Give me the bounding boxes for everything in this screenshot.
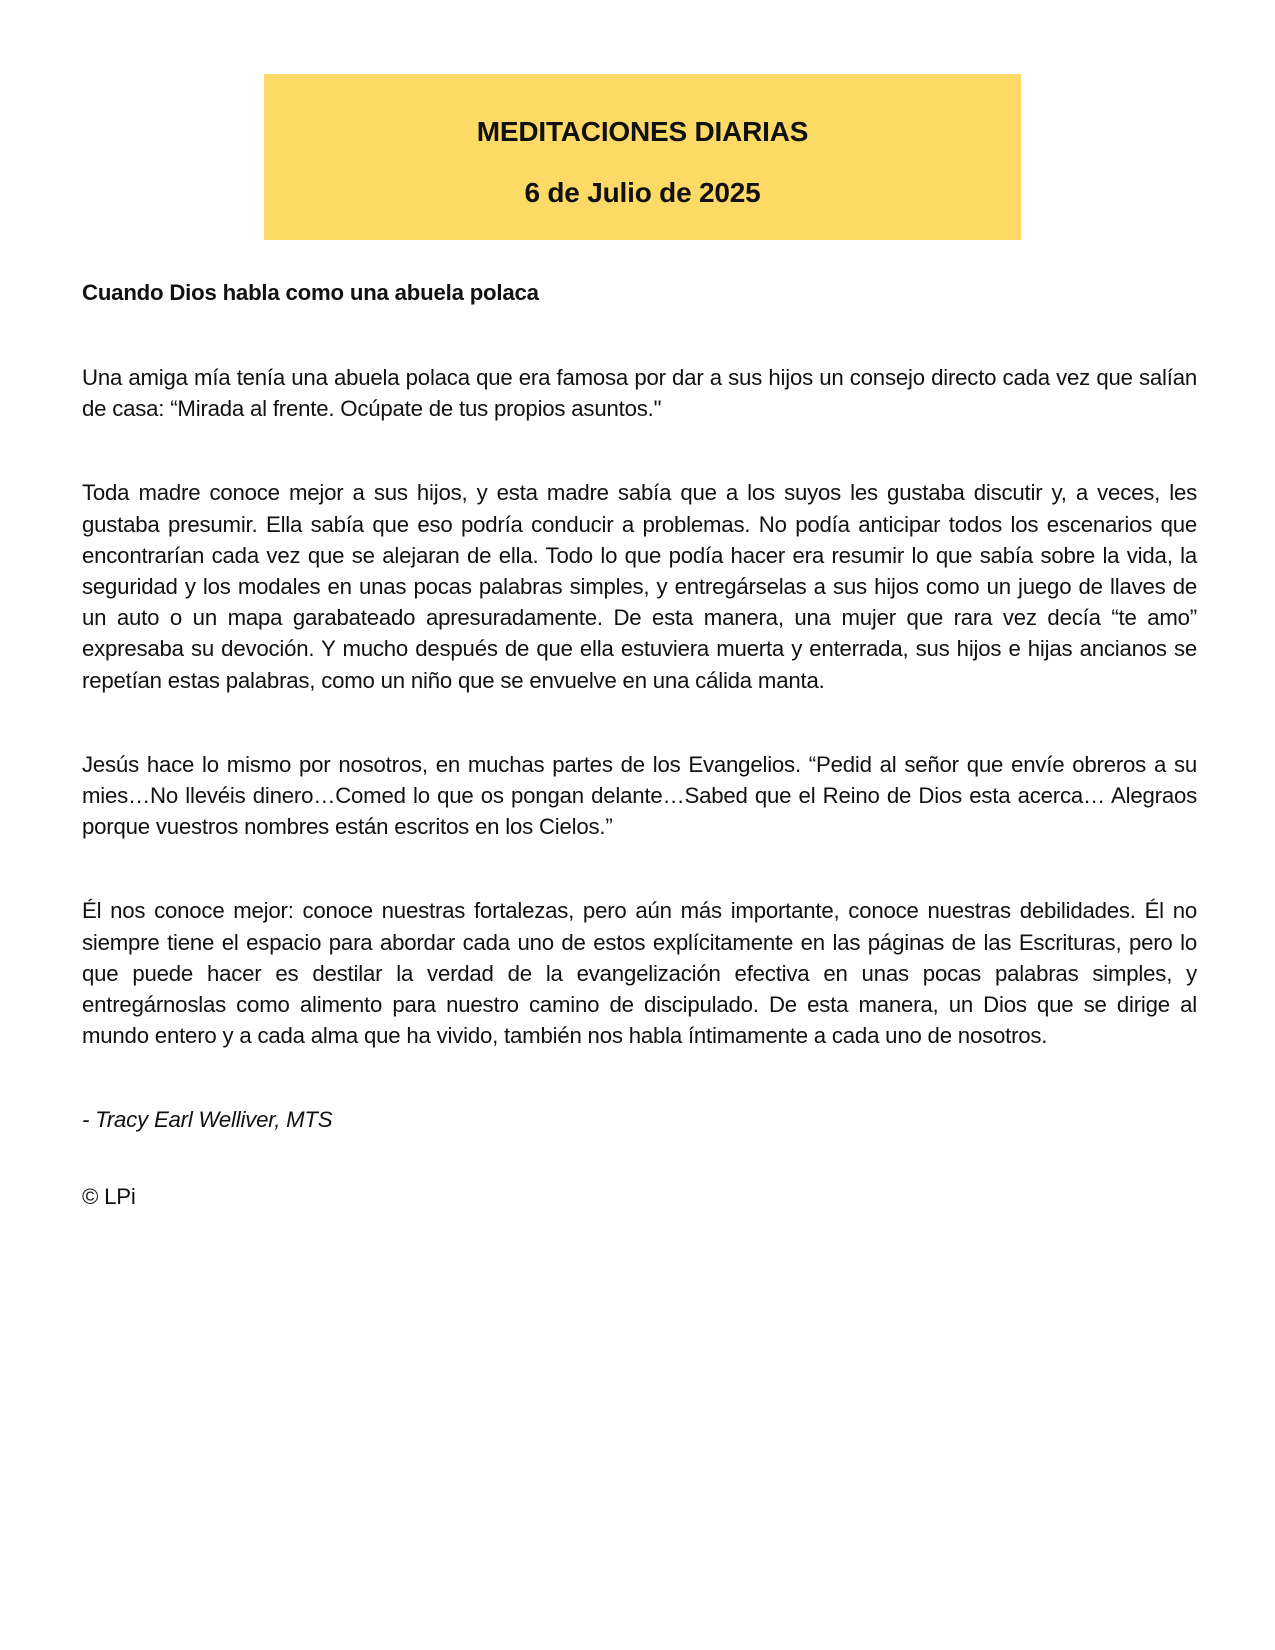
- page-title: MEDITACIONES DIARIAS: [476, 116, 809, 147]
- header-banner: [264, 74, 1021, 240]
- paragraph-4: Él nos conoce mejor: conoce nuestras fortalezas, pero aún más importante, conoce nuestras debilidades. Él no siempre tiene el espacio para abordar cada uno de estos explícitamente en las páginas de las Escrituras, pero lo que puede hacer es destilar la verdad de la evangelización efectiva en unas pocas palabras simples, y entregárnoslas como alimento para nuestro camino de discipulado. De esta manera, un Dios que se dirige al mundo entero y a cada alma que ha vivido, también nos habla íntimamente a cada uno de nosotros.: [82, 898, 1197, 1049]
- author-signature: - Tracy Earl Welliver, MTS: [82, 1107, 333, 1133]
- paragraph-2: Toda madre conoce mejor a sus hijos, y esta madre sabía que a los suyos les gustaba discutir y, a veces, les gustaba presumir. Ella sabía que eso podría conducir a problemas. No podía anticipar todos los escenarios que encontrarían cada vez que se alejaran de ella. Todo lo que podía hacer era resumir lo que sabía sobre la vida, la seguridad y los modales en unas pocas palabras simples, y entregárselas a sus hijos como un juego de llaves de un auto o un mapa garabateado apresuradamente. De esta manera, una mujer que rara vez decía “te amo” expresaba su devoción. Y mucho después de que ella estuviera muerta y enterrada, sus hijos e hijas ancianos se repetían estas palabras, como un niño que se envuelve en una cálida manta.: [82, 480, 1197, 693]
- article-body: [82, 277, 1197, 1212]
- paragraph-3: Jesús hace lo mismo por nosotros, en muchas partes de los Evangelios. “Pedid al señor que envíe obreros a su mies…No llevéis dinero…Comed lo que os pongan delante…Sabed que el Reino de Dios esta acerca… Alegraos porque vuestros nombres están escritos en los Cielos.”: [82, 751, 1197, 840]
- copyright-notice: © LPi: [82, 1183, 136, 1209]
- page-date: 6 de Julio de 2025: [524, 177, 761, 208]
- article-title: Cuando Dios habla como una abuela polaca: [82, 280, 539, 305]
- paragraph-1: Una amiga mía tenía una abuela polaca que era famosa por dar a sus hijos un consejo directo cada vez que salían de casa: “Mirada al frente. Ocúpate de tus propios asuntos.": [82, 365, 1197, 422]
